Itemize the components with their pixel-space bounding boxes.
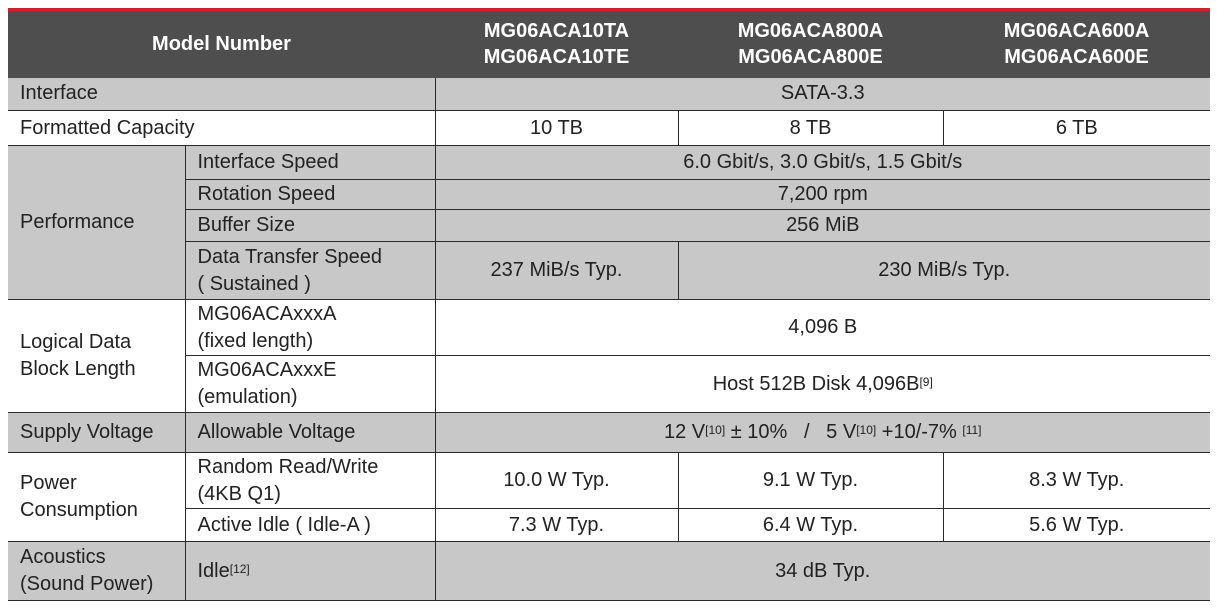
row-interface	[8, 78, 1210, 111]
model-800e: MG06ACA800E	[738, 46, 883, 69]
buffer-size-label: Buffer Size	[185, 210, 435, 242]
row-transfer-speed	[8, 242, 1210, 300]
idle-label	[185, 542, 435, 601]
random-rw-value: 8.3 W Typ.	[943, 453, 1210, 509]
allowable-voltage-label: Allowable Voltage	[185, 413, 435, 453]
block-emulation-label-line2: (emulation)	[197, 386, 298, 408]
block-fixed-label-line2: (fixed length)	[197, 329, 314, 352]
row-block-emulation	[8, 356, 1210, 413]
random-rw-label	[185, 453, 435, 509]
voltage-5v-tolerance: +10/-7%	[876, 421, 963, 443]
voltage-12v: 12 V	[663, 421, 706, 443]
rotation-speed-label: Rotation Speed	[185, 180, 435, 210]
footnote-11: [11]	[962, 423, 982, 437]
model-600a: MG06ACA600A	[1003, 20, 1150, 43]
row-rotation-speed	[8, 180, 1210, 210]
active-idle-value: 7.3 W Typ.	[435, 509, 678, 542]
transfer-speed-label	[185, 242, 435, 300]
allowable-voltage-value	[435, 413, 1210, 453]
capacity-value: 6 TB	[943, 111, 1210, 146]
footnote-12: [12]	[229, 561, 250, 576]
acoustics-label	[8, 542, 185, 601]
capacity-label: Formatted Capacity	[8, 111, 435, 146]
random-rw-label-line2: (4KB Q1)	[197, 482, 281, 505]
performance-label: Performance	[8, 146, 185, 300]
model-10te: MG06ACA10TE	[483, 46, 630, 69]
transfer-speed-label-line1: Data Transfer Speed	[197, 245, 383, 268]
capacity-value: 10 TB	[435, 111, 678, 146]
header-model-col2	[678, 10, 943, 78]
rotation-speed-value: 7,200 rpm	[435, 180, 1210, 210]
model-600e: MG06ACA600E	[1004, 46, 1149, 69]
interface-value: SATA-3.3	[435, 78, 1210, 111]
header-model-col1	[435, 10, 678, 78]
capacity-value: 8 TB	[678, 111, 943, 146]
power-label-line1: Power	[20, 472, 77, 494]
row-block-fixed	[8, 300, 1210, 356]
header-model-col3	[943, 10, 1210, 78]
idle-text: Idle	[197, 559, 230, 582]
transfer-speed-value-col23: 230 MiB/s Typ.	[678, 242, 1210, 300]
block-emulation-label	[185, 356, 435, 413]
footnote-10b: [10]	[856, 423, 877, 437]
header-model-number: Model Number	[8, 10, 435, 78]
acoustics-value: 34 dB Typ.	[435, 542, 1210, 601]
acoustics-label-line2: (Sound Power)	[20, 573, 154, 595]
active-idle-value: 6.4 W Typ.	[678, 509, 943, 542]
random-rw-label-line1: Random Read/Write	[197, 455, 379, 478]
row-interface-speed	[8, 146, 1210, 180]
active-idle-label: Active Idle ( Idle-A )	[185, 509, 435, 542]
logical-block-label-line1: Logical Data	[20, 331, 132, 353]
block-fixed-label-line1: MG06ACAxxxA	[197, 302, 337, 325]
footnote-9: [9]	[919, 374, 933, 389]
voltage-12v-tolerance: ± 10% / 5 V	[725, 421, 857, 443]
power-label-line2: Consumption	[20, 499, 138, 521]
row-capacity	[8, 111, 1210, 146]
block-emulation-text: Host 512B Disk 4,096B	[712, 372, 920, 395]
transfer-speed-label-line2: ( Sustained )	[197, 272, 311, 295]
header-row	[8, 10, 1210, 78]
model-10ta: MG06ACA10TA	[483, 20, 630, 43]
row-buffer-size	[8, 210, 1210, 242]
model-800a: MG06ACA800A	[737, 20, 884, 43]
power-label	[8, 453, 185, 542]
interface-speed-label: Interface Speed	[185, 146, 435, 180]
row-acoustics	[8, 542, 1210, 601]
block-emulation-value	[435, 356, 1210, 413]
interface-label: Interface	[8, 78, 435, 111]
row-active-idle	[8, 509, 1210, 542]
block-emulation-label-line1: MG06ACAxxxE	[197, 359, 337, 381]
spec-table	[8, 8, 1210, 601]
random-rw-value: 10.0 W Typ.	[435, 453, 678, 509]
buffer-size-value: 256 MiB	[435, 210, 1210, 242]
row-supply-voltage	[8, 413, 1210, 453]
block-fixed-value: 4,096 B	[435, 300, 1210, 356]
transfer-speed-value-col1: 237 MiB/s Typ.	[435, 242, 678, 300]
footnote-10a: [10]	[705, 423, 726, 437]
random-rw-value: 9.1 W Typ.	[678, 453, 943, 509]
active-idle-value: 5.6 W Typ.	[943, 509, 1210, 542]
supply-voltage-label: Supply Voltage	[8, 413, 185, 453]
acoustics-label-line1: Acoustics	[20, 546, 106, 568]
interface-speed-value: 6.0 Gbit/s, 3.0 Gbit/s, 1.5 Gbit/s	[435, 146, 1210, 180]
row-random-rw	[8, 453, 1210, 509]
logical-block-label	[8, 300, 185, 413]
logical-block-label-line2: Block Length	[20, 358, 136, 380]
block-fixed-label	[185, 300, 435, 356]
